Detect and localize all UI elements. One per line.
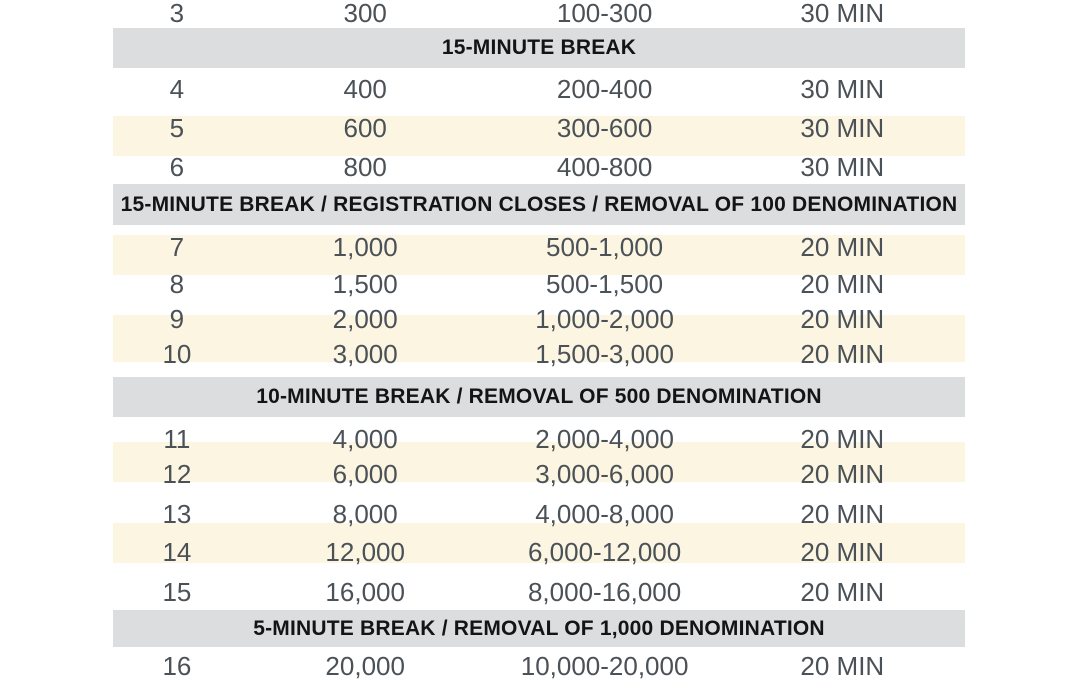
blinds-cell: 2,000-4,000 [535, 423, 674, 454]
level-cell: 10 [162, 338, 192, 369]
ante-cell: 1,000 [332, 231, 398, 262]
ante-cell: 6,000 [332, 458, 398, 489]
table-row-level-13 [113, 498, 965, 529]
duration-cell: 20 MIN [800, 458, 885, 489]
duration-cell: 20 MIN [800, 536, 885, 567]
level-cell: 16 [162, 650, 192, 681]
break-label: 15-MINUTE BREAK / REGISTRATION CLOSES / REMOVAL OF 100 DENOMINATION [120, 192, 958, 216]
ante-cell: 400 [343, 73, 387, 104]
table-row-level-11 [113, 423, 965, 454]
ante-cell: 3,000 [332, 338, 398, 369]
level-cell: 9 [169, 303, 185, 334]
blinds-cell: 1,000-2,000 [535, 303, 674, 334]
duration-cell: 20 MIN [800, 268, 885, 299]
level-cell: 7 [169, 231, 185, 262]
duration-cell: 30 MIN [800, 112, 885, 143]
table-row-level-9 [113, 303, 965, 334]
level-cell: 13 [162, 498, 192, 529]
level-cell: 6 [169, 151, 185, 182]
level-cell: 3 [169, 0, 185, 28]
ante-cell: 600 [343, 112, 387, 143]
break-row [113, 28, 965, 68]
table-row-level-7 [113, 231, 965, 262]
table-row-level-14 [113, 536, 965, 567]
break-label: 15-MINUTE BREAK [441, 36, 637, 59]
table-row-level-4 [113, 73, 965, 104]
level-cell: 8 [169, 268, 185, 299]
table-row-level-15 [113, 576, 965, 607]
table-row-level-8 [113, 268, 965, 299]
ante-cell: 800 [343, 151, 387, 182]
ante-cell: 300 [343, 0, 387, 28]
ante-cell: 20,000 [325, 650, 405, 681]
level-cell: 14 [162, 536, 192, 567]
ante-cell: 12,000 [325, 536, 405, 567]
break-row [113, 184, 965, 225]
duration-cell: 30 MIN [800, 73, 885, 104]
blinds-cell: 200-400 [556, 73, 653, 104]
duration-cell: 30 MIN [800, 151, 885, 182]
duration-cell: 30 MIN [800, 0, 885, 28]
duration-cell: 20 MIN [800, 303, 885, 334]
break-label: 10-MINUTE BREAK / REMOVAL OF 500 DENOMINATION [256, 385, 822, 408]
ante-cell: 4,000 [332, 423, 398, 454]
duration-cell: 20 MIN [800, 498, 885, 529]
table-row-level-10 [113, 338, 965, 369]
level-cell: 5 [169, 112, 185, 143]
table-row-level-3 [113, 0, 965, 26]
duration-cell: 20 MIN [800, 423, 885, 454]
blinds-cell: 10,000-20,000 [520, 650, 689, 681]
blinds-cell: 500-1,000 [546, 231, 664, 262]
level-cell: 12 [162, 458, 192, 489]
blind-structure-table [113, 0, 965, 681]
blinds-cell: 1,500-3,000 [535, 338, 674, 369]
blinds-cell: 400-800 [556, 151, 653, 182]
table-row-level-12 [113, 458, 965, 489]
blinds-cell: 8,000-16,000 [527, 576, 682, 607]
blinds-cell: 3,000-6,000 [535, 458, 674, 489]
ante-cell: 16,000 [325, 576, 405, 607]
duration-cell: 20 MIN [800, 576, 885, 607]
blinds-cell: 6,000-12,000 [527, 536, 682, 567]
blinds-cell: 300-600 [556, 112, 653, 143]
break-row [113, 377, 965, 417]
ante-cell: 2,000 [332, 303, 398, 334]
duration-cell: 20 MIN [800, 231, 885, 262]
level-cell: 11 [163, 423, 191, 454]
table-row-level-5 [113, 112, 965, 143]
level-cell: 4 [169, 73, 185, 104]
break-label: 5-MINUTE BREAK / REMOVAL OF 1,000 DENOMINATION [253, 616, 825, 640]
duration-cell: 20 MIN [800, 650, 885, 681]
table-row-level-6 [113, 151, 965, 182]
level-cell: 15 [162, 576, 192, 607]
ante-cell: 8,000 [332, 498, 398, 529]
blinds-cell: 100-300 [556, 0, 653, 28]
blinds-cell: 4,000-8,000 [535, 498, 674, 529]
duration-cell: 20 MIN [800, 338, 885, 369]
ante-cell: 1,500 [332, 268, 398, 299]
table-row-level-16 [113, 650, 965, 681]
blinds-cell: 500-1,500 [546, 268, 664, 299]
break-row [113, 610, 965, 647]
